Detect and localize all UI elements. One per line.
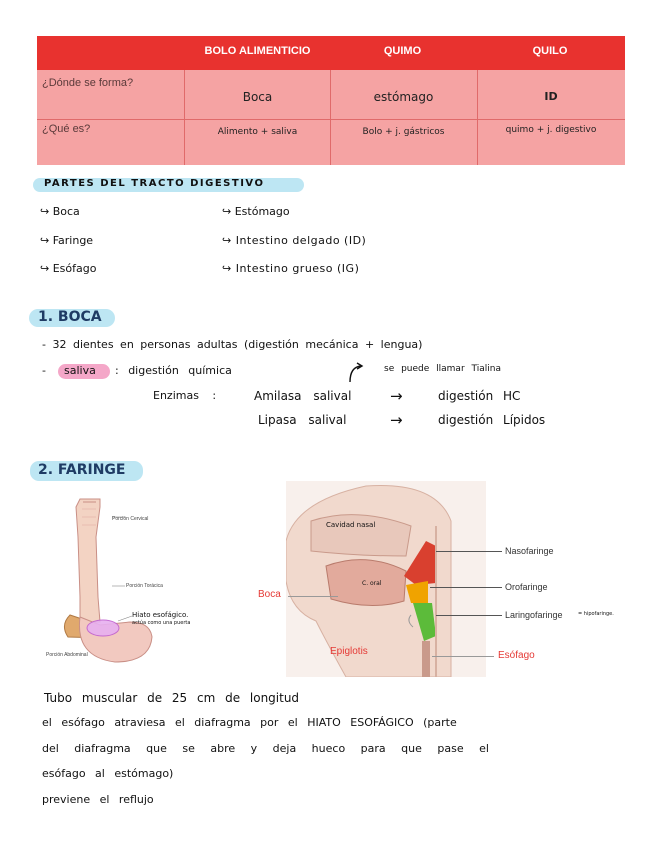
arrow-icon: ↪ <box>40 234 50 247</box>
saliva-word: saliva <box>64 364 96 377</box>
list-item-label: Intestino grueso (IG) <box>235 262 360 275</box>
row-label: ¿Qué es? <box>42 123 91 135</box>
c-oral-label: C. oral <box>362 580 382 587</box>
curved-arrow-icon <box>346 362 364 384</box>
leader-line <box>436 551 502 552</box>
enzima-name: Lipasa salival <box>258 413 347 427</box>
boca-label: Boca <box>258 589 281 600</box>
enzima-name: Amilasa salival <box>254 389 352 403</box>
leader-line <box>432 656 494 657</box>
laringofaringe-note: = hipofaringe. <box>578 611 614 617</box>
boca-title: 1. BOCA <box>38 309 102 325</box>
laringofaringe-label: Laringofaringe <box>505 610 563 620</box>
epiglotis-label: Epiglotis <box>330 646 368 657</box>
cavidad-nasal-label: Cavidad nasal <box>326 521 376 529</box>
boca-line-2: : digestión química <box>115 364 232 377</box>
summary-table <box>37 36 625 165</box>
table-cell: Bolo + j. gástricos <box>362 127 445 137</box>
arrow-right-icon: → <box>390 411 403 429</box>
list-item <box>40 234 93 247</box>
faringe-text-line: esófago al estómago) <box>42 767 174 780</box>
pharynx-illustration <box>286 481 486 677</box>
list-item <box>222 234 366 247</box>
faringe-title: 2. FARINGE <box>38 462 126 478</box>
arrow-icon: ↪ <box>222 205 232 218</box>
faringe-text-line: el esófago atraviesa el diafragma por el HIATO ESOFÁGICO (parte <box>42 716 457 729</box>
hiato-note: actúa como una puerta <box>132 620 191 626</box>
table-cell: estómago <box>373 90 434 104</box>
row-label: ¿Dónde se forma? <box>42 77 134 89</box>
table-divider <box>330 70 331 165</box>
porcion-abdominal-label: Porción Abdominal <box>46 652 88 658</box>
arrow-right-icon: → <box>390 387 403 405</box>
arrow-icon: ↪ <box>222 234 232 247</box>
arrow-icon: ↪ <box>40 205 50 218</box>
faringe-text-line: Tubo muscular de 25 cm de longitud <box>44 691 300 705</box>
leader-line <box>430 587 502 588</box>
list-item <box>222 205 290 218</box>
pharynx-figure <box>286 481 486 677</box>
table-cell: Alimento + saliva <box>217 127 298 137</box>
table-header <box>37 36 625 70</box>
boca-dash: - <box>42 364 46 377</box>
arrow-icon: ↪ <box>40 262 50 275</box>
porcion-cervical-label: Porción Cervical <box>112 516 149 522</box>
table-divider <box>37 119 625 120</box>
enzima-result: digestión HC <box>438 389 521 403</box>
list-item <box>222 262 359 275</box>
nasofaringe-label: Nasofaringe <box>505 546 554 556</box>
list-item <box>40 205 80 218</box>
leader-line <box>436 615 502 616</box>
table-cell: quimo + j. digestivo <box>505 125 597 135</box>
list-item-label: Esófago <box>52 262 97 275</box>
table-cell: Boca <box>242 90 273 104</box>
orofaringe-label: Orofaringe <box>505 582 548 592</box>
list-item-label: Faringe <box>52 234 94 247</box>
section-title: PARTES DEL TRACTO DIGESTIVO <box>44 178 265 189</box>
list-item-label: Boca <box>52 205 80 218</box>
header-bolo: BOLO ALIMENTICIO <box>204 45 311 57</box>
faringe-text-line: previene el reflujo <box>42 793 154 806</box>
faringe-text-line: del diafragma que se abre y deja hueco para que pase el <box>42 742 489 755</box>
leader-line <box>288 596 338 597</box>
list-item <box>40 262 96 275</box>
porcion-toracica-label: Porción Torácica <box>126 583 163 589</box>
esophagus-figure <box>40 497 230 669</box>
header-quimo: QUIMO <box>383 45 422 57</box>
header-quilo: QUILO <box>532 45 568 57</box>
esofago-label: Esófago <box>498 650 535 661</box>
enzima-result: digestión Lípidos <box>438 413 546 427</box>
table-divider <box>477 70 478 165</box>
hiato-label: Hiato esofágico. <box>132 611 189 619</box>
table-divider <box>184 70 185 165</box>
tialina-note: se puede llamar Tialina <box>384 364 501 374</box>
arrow-icon: ↪ <box>222 262 232 275</box>
list-item-label: Intestino delgado (ID) <box>235 234 367 247</box>
table-cell: ID <box>544 90 558 103</box>
boca-line-1: - 32 dientes en personas adultas (digestión mecánica + lengua) <box>42 338 423 351</box>
enzimas-label: Enzimas : <box>153 389 217 402</box>
list-item-label: Estómago <box>234 205 290 218</box>
